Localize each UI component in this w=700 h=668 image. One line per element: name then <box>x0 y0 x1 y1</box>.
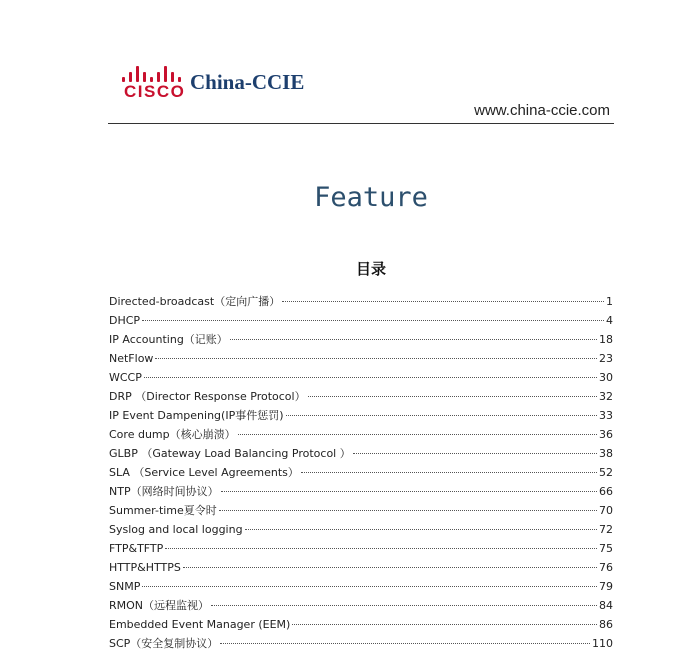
toc-leader <box>308 396 597 397</box>
toc-label: Syslog and local logging <box>109 523 243 536</box>
toc-page: 18 <box>599 333 613 346</box>
toc-label: NTP（网络时间协议） <box>109 485 219 498</box>
toc-label: SCP（安全复制协议） <box>109 637 219 650</box>
toc-leader <box>292 624 597 625</box>
toc-leader <box>221 491 597 492</box>
site-url: www.china-ccie.com <box>474 102 610 119</box>
toc-entry[interactable] <box>109 406 613 425</box>
toc-page: 38 <box>599 447 613 460</box>
toc-entry[interactable] <box>109 596 613 615</box>
brand-name: China-CCIE <box>190 70 305 94</box>
toc-page: 36 <box>599 428 613 441</box>
toc-entry[interactable] <box>109 330 613 349</box>
toc-entry[interactable] <box>109 501 613 520</box>
toc-heading: 目录 <box>355 260 386 278</box>
toc-page: 86 <box>599 618 613 631</box>
toc-entry[interactable] <box>109 558 613 577</box>
toc-leader <box>238 434 597 435</box>
toc-leader <box>142 586 597 587</box>
toc-leader <box>282 301 604 302</box>
cisco-wordmark: CISCO <box>124 82 186 101</box>
toc-page: 33 <box>599 409 613 422</box>
toc-page: 76 <box>599 561 613 574</box>
toc-entry[interactable] <box>109 387 613 406</box>
toc-page: 79 <box>599 580 613 593</box>
toc-leader <box>142 320 604 321</box>
toc-page: 110 <box>592 637 613 650</box>
toc-page: 4 <box>606 314 613 327</box>
table-of-contents <box>109 292 613 653</box>
toc-label: GLBP （Gateway Load Balancing Protocol ） <box>109 447 351 460</box>
toc-page: 52 <box>599 466 613 479</box>
toc-leader <box>211 605 597 606</box>
toc-page: 32 <box>599 390 613 403</box>
toc-leader <box>155 358 597 359</box>
toc-leader <box>245 529 597 530</box>
toc-label: HTTP&HTTPS <box>109 561 181 574</box>
toc-leader <box>144 377 597 378</box>
toc-label: Embedded Event Manager (EEM) <box>109 618 291 631</box>
toc-page: 1 <box>606 295 613 308</box>
toc-leader <box>301 472 597 473</box>
toc-label: SNMP <box>109 580 141 593</box>
toc-entry[interactable] <box>109 425 613 444</box>
page-header <box>108 58 614 124</box>
toc-entry[interactable] <box>109 349 613 368</box>
toc-entry[interactable] <box>109 520 613 539</box>
cisco-logo <box>122 62 186 102</box>
toc-label: Summer-time夏令时 <box>109 504 217 517</box>
toc-entry[interactable] <box>109 463 613 482</box>
toc-label: SLA （Service Level Agreements） <box>109 466 299 479</box>
toc-leader <box>219 510 597 511</box>
toc-page: 75 <box>599 542 613 555</box>
toc-label: IP Event Dampening(IP事件惩罚) <box>109 409 284 422</box>
toc-entry[interactable] <box>109 444 613 463</box>
toc-label: NetFlow <box>109 352 154 365</box>
cisco-bars-icon <box>122 62 186 82</box>
toc-page: 70 <box>599 504 613 517</box>
toc-label: RMON（远程监视） <box>109 599 210 612</box>
toc-label: WCCP <box>109 371 142 384</box>
toc-entry[interactable] <box>109 368 613 387</box>
toc-page: 66 <box>599 485 613 498</box>
toc-entry[interactable] <box>109 615 613 634</box>
toc-leader <box>220 643 590 644</box>
toc-entry[interactable] <box>109 634 613 653</box>
toc-entry[interactable] <box>109 539 613 558</box>
header-rule <box>108 123 614 124</box>
toc-label: Directed-broadcast（定向广播） <box>109 295 281 308</box>
toc-page: 84 <box>599 599 613 612</box>
toc-label: DHCP <box>109 314 141 327</box>
toc-leader <box>353 453 597 454</box>
toc-label: FTP&TFTP <box>109 542 164 555</box>
toc-entry[interactable] <box>109 311 613 330</box>
toc-leader <box>183 567 597 568</box>
toc-label: DRP （Director Response Protocol） <box>109 390 306 403</box>
toc-entry[interactable] <box>109 482 613 501</box>
toc-label: Core dump（核心崩溃） <box>109 428 236 441</box>
page-title: Feature <box>314 182 428 213</box>
toc-page: 30 <box>599 371 613 384</box>
toc-leader <box>165 548 597 549</box>
toc-label: IP Accounting（记账） <box>109 333 228 346</box>
toc-entry[interactable] <box>109 577 613 596</box>
toc-entry[interactable] <box>109 292 613 311</box>
toc-leader <box>230 339 597 340</box>
toc-page: 23 <box>599 352 613 365</box>
toc-leader <box>286 415 597 416</box>
toc-page: 72 <box>599 523 613 536</box>
